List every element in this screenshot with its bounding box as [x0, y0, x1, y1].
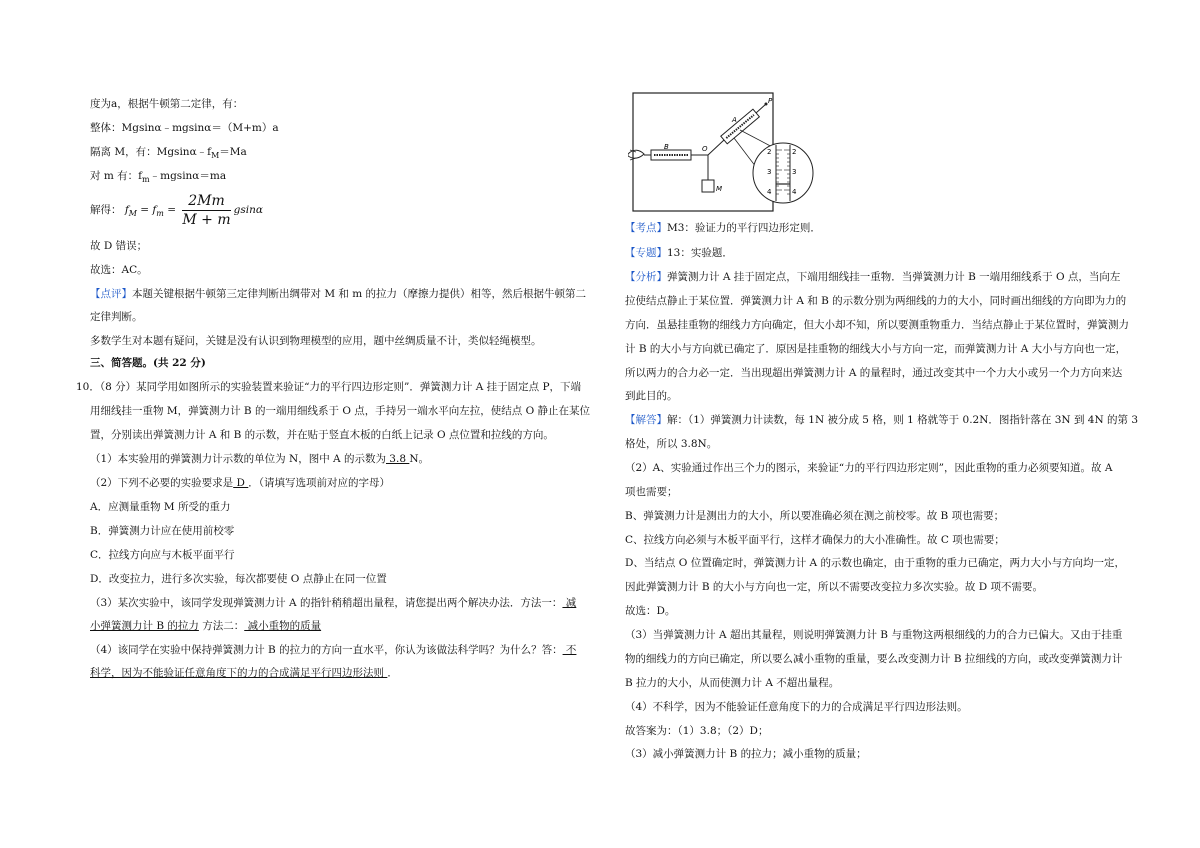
subscript: M	[211, 151, 220, 161]
text-line: （4）不科学，因为不能验证任意角度下的力的合成满足平行四边形法则。	[625, 701, 968, 713]
text-line: （3）减小弹簧测力计 B 的拉力；减小重物的质量；	[625, 748, 867, 760]
scale-label-2: 2	[767, 148, 772, 156]
text-line: 拉使结点静止于某位置．弹簧测力计 A 和 B 的示数分别为两细线的力的大小，同时画出细线的方向即为力的	[625, 295, 1127, 307]
text-line	[625, 221, 821, 235]
question-line: 10．（8 分）某同学用如图所示的实验装置来验证“力的平行四边形定则”．弹簧测力计 A 挂于固定点 P，下端	[76, 381, 582, 393]
label-b: B	[664, 143, 669, 151]
option-b: B．弹簧测力计应在使用前校零	[90, 525, 235, 537]
answer-blank: 减小重物的质量	[244, 620, 322, 632]
knowledge-tag: 【考点】	[625, 222, 667, 234]
text-line: C、拉线方向必须与木板平面平行，这样才确保力的大小准确性。故 C 项也需要；	[625, 534, 1005, 546]
text-line: B、弹簧测力计是测出力的大小，所以要准确必须在测之前校零。故 B 项也需要；	[625, 510, 1005, 522]
text-line: D、当结点 O 位置确定时，弹簧测力计 A 的示数也确定，由于重物的重力已确定，两力大小与方向均一定，	[625, 557, 1125, 569]
section-heading: 三、简答题。(共 22 分)	[90, 357, 206, 369]
text-line: 故 D 错误；	[90, 240, 148, 252]
text-seg: （3）某次实验中，该同学发现弹簧测力计 A 的指针稍稍超出量程，请您提出两个解决办法．方法一：	[90, 597, 563, 609]
magnified-scale	[753, 143, 813, 203]
math-seg: =	[163, 204, 180, 216]
label-m: M	[716, 185, 723, 193]
option-d: D．改变拉力，进行多次实验，每次都要使 O 点静止在同一位置	[90, 573, 387, 585]
comment-tag: 【点评】	[90, 288, 132, 300]
text-line: 计 B 的大小与方向就已确定了．原因是挂重物的细线大小与方向一定，而弹簧测力计 A 大小与方向也一定，	[625, 343, 1127, 355]
text-seg: ．	[387, 667, 398, 679]
text-seg: 隔离 M，有：Mgsinα﹣f	[90, 146, 212, 158]
text-seg: 13：实验题．	[667, 247, 733, 259]
label-a: A	[732, 116, 737, 124]
label-o: O	[702, 145, 708, 153]
fraction-denominator: M + m	[182, 211, 231, 228]
topic-tag: 【专题】	[625, 247, 667, 259]
text-line: 故选：D。	[625, 605, 676, 617]
text-seg: N。	[409, 453, 430, 465]
answer-blank: 小弹簧测力计 B 的拉力	[90, 620, 199, 632]
answer-blank: D	[233, 477, 249, 489]
text-line	[90, 169, 226, 187]
text-seg: 解得：	[90, 204, 122, 216]
text-seg: M3：验证力的平行四边形定则．	[667, 222, 821, 234]
subscript: m	[142, 175, 150, 185]
question-line	[90, 452, 429, 466]
formula-line	[90, 190, 263, 234]
text-line: 格处，所以 3.8N。	[625, 438, 718, 450]
fraction	[182, 192, 230, 229]
answer-blank: 3.8	[385, 453, 410, 465]
solution-tag: 【解答】	[625, 414, 667, 426]
text-line	[625, 413, 1138, 427]
text-seg: 弹簧测力计 A 挂于固定点，下端用细线挂一重物．当弹簧测力计 B 一端用细线系于 O 点，当向左	[667, 271, 1121, 283]
math-var: f	[124, 204, 129, 216]
text-line: 定律判断。	[90, 311, 143, 323]
text-line: 所以两力的合力必一定．当出现超出弹簧测力计 A 的量程时，通过改变其中一个力大小或另一个力方向来达	[625, 367, 1123, 379]
text-line	[90, 145, 247, 163]
text-line: 整体：Mgsinα﹣mgsinα＝（M+m）a	[90, 122, 279, 134]
text-line: 度为a，根据牛顿第二定律，有：	[90, 98, 244, 110]
question-line: 用细线挂一重物 M，弹簧测力计 B 的一端用细线系于 O 点，手持另一端水平向左拉，使结点 O 静止在某位	[90, 405, 591, 417]
text-line: 物的细线力的方向已确定，所以要么减小重物的重量，要么改变测力计 B 拉细线的方向，或改变弹簧测力计	[625, 653, 1123, 665]
subscript: m	[156, 209, 164, 219]
subscript: M	[128, 209, 137, 219]
scale-label-3: 3	[767, 168, 772, 176]
text-line: 因此弹簧测力计 B 的大小与方向也一定，所以不需要改变拉力多次实验。故 D 项不需要。	[625, 581, 1043, 593]
fraction-numerator: 2Mm	[182, 192, 230, 211]
text-line: （3）当弹簧测力计 A 超出其量程，则说明弹簧测力计 B 与重物这两根细线的力的合力已偏大。又由于挂重	[625, 629, 1123, 641]
question-line	[90, 619, 321, 633]
question-line	[90, 476, 390, 490]
text-seg: ﹣mgsinα＝ma	[149, 170, 227, 182]
math-seg: gsinα	[233, 204, 263, 216]
math-seg: = f	[136, 204, 157, 216]
scale-label-3-right: 3	[792, 168, 797, 176]
text-line	[90, 287, 586, 301]
scale-label-2-right: 2	[792, 148, 797, 156]
answer-blank: 减	[562, 597, 577, 609]
text-seg: （4）该同学在实验中保持弹簧测力计 B 的拉力的方向一直水平，你认为该做法科学吗？为什么？答：	[90, 644, 563, 656]
text-seg: 本题关键根据牛顿第三定律判断出绸带对 M 和 m 的拉力（摩擦力提供）相等，然后根据牛顿第二	[132, 288, 587, 300]
text-line: 项也需要；	[625, 486, 678, 498]
label-p: P	[768, 97, 773, 105]
option-c: C．拉线方向应与木板平面平行	[90, 549, 235, 561]
text-seg: 解：（1）弹簧测力计读数，每 1N 被分成 5 格，则 1 格就等于 0.2N．图指针落在 3N 到 4N 的第 3	[667, 414, 1139, 426]
text-seg: ．（请填写选项前对应的字母）	[248, 477, 391, 489]
question-line	[90, 596, 576, 610]
scale-label-4-right: 4	[792, 188, 797, 196]
text-line: （2）A、实验通过作出三个力的图示，来验证“力的平行四边形定则”，因此重物的重力必须要知道。故 A	[625, 462, 1113, 474]
text-seg: 方法二：	[198, 620, 245, 632]
answer-blank: 不	[562, 644, 577, 656]
experiment-figure	[628, 88, 824, 216]
text-line	[625, 270, 1120, 284]
text-seg: 对 m 有：f	[90, 170, 143, 182]
weight-m	[702, 180, 714, 192]
question-line	[90, 666, 398, 680]
scale-label-4: 4	[767, 188, 772, 196]
analysis-tag: 【分析】	[625, 271, 667, 283]
question-line	[90, 643, 576, 657]
option-a: A．应测量重物 M 所受的重力	[90, 501, 231, 513]
text-seg: （2）下列不必要的实验要求是	[90, 477, 234, 489]
text-line	[625, 246, 733, 260]
text-line: 多数学生对本题有疑问，关键是没有认识到物理模型的应用，题中丝绸质量不计，类似轻绳模型。	[90, 335, 542, 347]
text-seg: （1）本实验用的弹簧测力计示数的单位为 N，图中 A 的示数为	[90, 453, 386, 465]
answer-blank: 科学，因为不能验证任意角度下的力的合成满足平行四边形法则	[90, 667, 388, 679]
text-seg: ＝Ma	[219, 146, 247, 158]
text-line: 故选：AC。	[90, 264, 148, 276]
text-line: 方向．虽悬挂重物的细线力方向确定，但大小却不知，所以要测重物重力．当结点静止于某位置时，弹簧测力	[625, 319, 1129, 331]
question-line: 置，分别读出弹簧测力计 A 和 B 的示数，并在贴于竖直木板的白纸上记录 O 点位置和拉线的方向。	[90, 429, 554, 441]
text-line: 故答案为：（1）3.8；（2）D；	[625, 725, 769, 737]
text-line: B 拉力的大小，从而使测力计 A 不超出量程。	[625, 677, 840, 689]
text-line: 到此目的。	[625, 390, 678, 402]
